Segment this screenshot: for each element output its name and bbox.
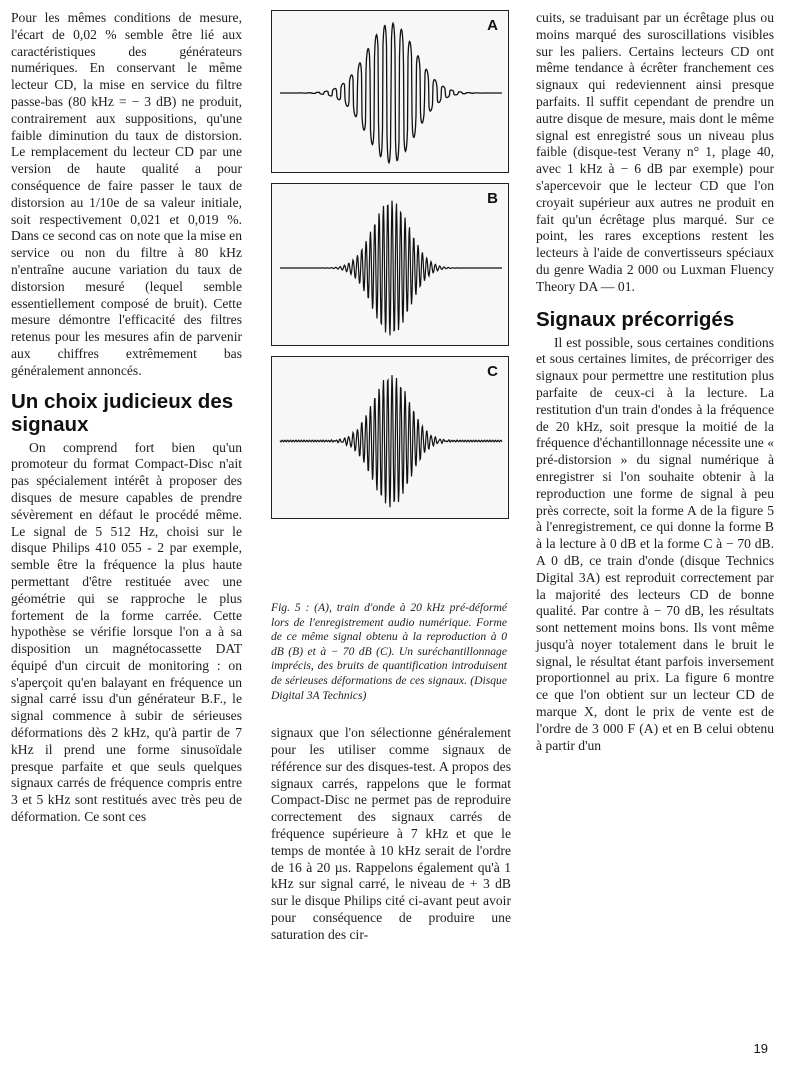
figure-panel-c [271,356,509,519]
paragraph-reference-signals: signaux que l'on sélectionne généralement pour les utiliser comme signaux de référence sur des disques-test. A propos des signaux carrés, rappelons que le format Compact-Disc ne permet pas de reproduire correctement des signaux carrés de fréquence supérieure à 7 kHz et que le temps de montée à 10 kHz serait de l'ordre de 16 à 20 µs. Rappelons également qu'à 1 kHz sur signal carré, le niveau de + 3 dB sur le disque Philips cité ci-avant peut avoir pour conséquence de produire une saturation des cir- [271,725,511,942]
figure-column [271,10,511,944]
figure-panel-label: C [487,363,498,380]
paragraph-precorrected: Il est possible, sous certaines conditions et sous certaines limites, de précorriger des signaux pour permettre une restitution plus parfaite de ceux-ci à la lecture. La restitution d'un train d'ondes à la fréquence de 20 kHz, soit presque la moitié de la fréquence d'échantillonnage nécessite une « pré-distorsion » du signal numérique à enregistrer si l'on souhaite obtenir à la reproduction une forme de signal à peu près correcte, soit la forme A de la figure 5 à l'enregistrement, ce qui donne la forme B à la lecture à 0 dB et la forme C à − 70 dB. A 0 dB, ce train d'onde (disque Technics Digital 3A) est reproduit correctement par la majorité des lecteurs CD de bonne qualité. Par contre à − 70 dB, les résultats sont nettement moins bons. Ils vont même jusqu'à noyer totalement dans le bruit le signal, le résultat étant parfois inversement proportionnel au prix. La figure 6 montre ce que l'on obtient sur un lecteur CD de marque X, dont le prix de vente est de l'ordre de 3 000 F (A) et en B celui obtenu à partir d'un [536,334,774,753]
page-number: 19 [753,1041,768,1056]
waveform-a-graphic [272,11,510,174]
paragraph-distortion: Pour les mêmes conditions de mesure, l'écart de 0,02 % semble être lié aux caractéristiques des générateurs numériques. En conservant le même lecteur CD, la mise en service du filtre passe-bas (80 kHz = − 3 dB) ne produit, contrairement aux suppositions, qu'une faible diminution du taux de distorsion. Le remplacement du lecteur CD par une version de haute qualité a pour conséquence de faire passer le taux de distorsion au 1/10e de sa valeur initiale, soit respectivement 0,021 et 0,019 %. Dans ce second cas on note que la mise en service ou non du filtre à 80 kHz n'entraîne aucune variation du taux de distorsion mesuré (lequel semble essentiellement composé de bruit). Cette mesure démontre l'efficacité des filtres retenus pour les mesures afin de parvenir aux chiffres extrêmement bas généralement annoncés. [11,10,242,378]
text-column-1 [11,10,242,826]
section-heading-signal-choice: Un choix judicieux des signaux [11,389,234,436]
waveform-c-graphic [272,357,510,520]
text-column-3 [536,10,774,754]
figure-panel-b [271,183,509,346]
figure-panel-a [271,10,509,173]
figure-panel-label: A [487,17,498,34]
figure-panel-label: B [487,190,498,207]
paragraph-clipping: cuits, se traduisant par un écrêtage plus ou moins marqué des suroscillations visibles sur les paliers. Certains lecteurs CD ont même tendance à écrêter franchement ces signaux qui redeviennent ainsi presque parfaits. Il suffit cependant de prendre un autre disque de mesure, mais dont le même signal est enregistré sous un niveau plus faible (disque-test Verany n° 1, plage 40, avec 1 kHz à − 6 dB par exemple) pour s'apercevoir que le lecteur CD que l'on croyait supérieur aux autres ne produit en fait qu'un écrêtage plus marqué. Sur ce point, les rares exceptions restent les lecteurs à l'aide de convertisseurs spéciaux du genre Wadia 2 000 ou Luxman Fluency Theory DA — 01. [536,10,774,294]
paragraph-signal-choice: On comprend fort bien qu'un promoteur du format Compact-Disc n'ait pas spécialement intérêt à proposer des disques de mesure capables de prendre sévèrement en défaut le procédé même. Le signal de 5 512 Hz, choisi sur le disque Philips 410 055 - 2 par exemple, semble être la fréquence la plus haute permettant d'être restituée avec une géométrie qui se rapproche le plus fortement de la forme carrée. Cette hypothèse se vérifie lorsque l'on a à sa disposition un magnétocassette DAT équipé d'un circuit de monitoring : on s'aperçoit qu'en balayant en fréquence un signal carré issu d'un générateur B.F., le signal commence à subir de sérieuses déformations dès 2 kHz, qu'à partir de 7 kHz il prend une forme sinusoïdale presque parfaite et que seuls quelques signaux carrés de fréquence compris entre 3 et 5 kHz sont restitués avec très peu de déformation. Ce sont ces [11,439,242,825]
section-heading-precorrected: Signaux précorrigés [536,307,735,331]
waveform-b-graphic [272,184,510,347]
figure-caption: Fig. 5 : (A), train d'onde à 20 kHz pré-déformé lors de l'enregistrement audio numérique. Forme de ce même signal obtenu à la reproduction à 0 dB (B) et à − 70 dB (C). Un suréchantillonnage imprécis, des bruits de quantification introduisent de sérieuses déformations de ces signaux. (Disque Digital 3A Technics) [271,601,507,702]
